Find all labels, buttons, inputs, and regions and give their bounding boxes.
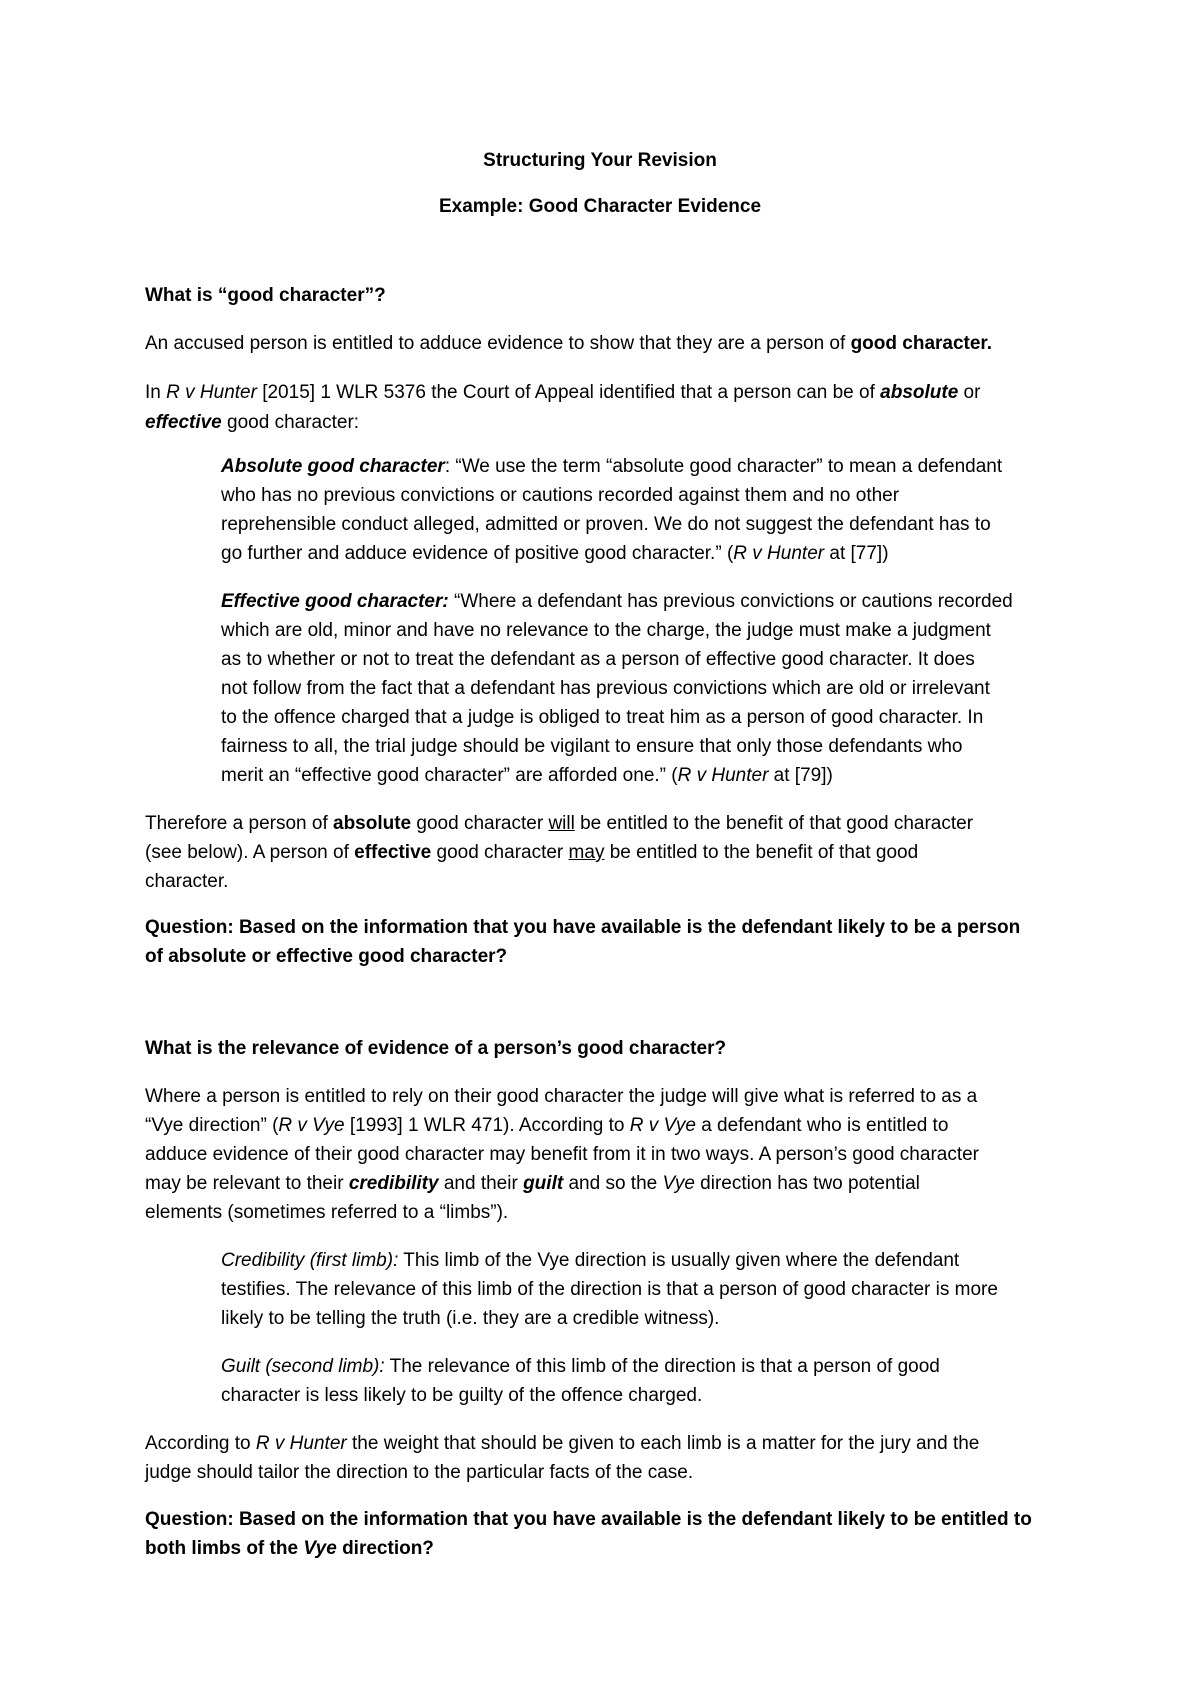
section2-heading: What is the relevance of evidence of a person’s good character? (145, 1038, 727, 1059)
absolute-quote-line: who has no previous convictions or cautions recorded against them and no other (221, 485, 900, 506)
hunter-paragraph-line: In R v Hunter [2015] 1 WLR 5376 the Court of Appeal identified that a person can be of absolute or (145, 382, 981, 403)
effective-quote-line: Effective good character: “Where a defendant has previous convictions or cautions recorded (221, 591, 1013, 612)
therefore-paragraph-line: Therefore a person of absolute good character will be entitled to the benefit of that good character (145, 813, 974, 834)
absolute-quote-line: go further and adduce evidence of positive good character.” (R v Hunter at [77]) (221, 543, 889, 564)
effective-quote-line: fairness to all, the trial judge should be vigilant to ensure that only those defendants who (221, 736, 963, 757)
therefore-paragraph-line: (see below). A person of effective good character may be entitled to the benefit of that good (145, 842, 919, 863)
effective-quote-line: not follow from the fact that a defendant has previous convictions which are old or irrelevant (221, 678, 990, 699)
section1-intro: An accused person is entitled to adduce evidence to show that they are a person of good character. (145, 333, 993, 354)
vye-paragraph-line: adduce evidence of their good character may benefit from it in two ways. A person’s good character (145, 1144, 980, 1165)
credibility-limb-line: testifies. The relevance of this limb of the direction is that a person of good character is more (221, 1279, 998, 1300)
absolute-quote-line: reprehensible conduct alleged, admitted or proven. We do not suggest the defendant has to (221, 514, 991, 535)
effective-quote-line: as to whether or not to treat the defendant as a person of effective good character. It does (221, 649, 975, 670)
credibility-limb-line: likely to be telling the truth (i.e. they are a credible witness). (221, 1308, 720, 1329)
vye-paragraph-line: may be relevant to their credibility and their guilt and so the Vye direction has two potential (145, 1173, 920, 1194)
absolute-quote-line: Absolute good character: “We use the term “absolute good character” to mean a defendant (221, 456, 1003, 477)
hunter-paragraph-line: effective good character: (145, 412, 360, 433)
weight-paragraph-line: judge should tailor the direction to the particular facts of the case. (145, 1462, 694, 1483)
question-1-line: of absolute or effective good character? (145, 946, 508, 967)
weight-paragraph-line: According to R v Hunter the weight that should be given to each limb is a matter for the jury and the (145, 1433, 980, 1454)
effective-quote-line: which are old, minor and have no relevance to the charge, the judge must make a judgment (221, 620, 991, 641)
effective-quote-line: to the offence charged that a judge is obliged to treat him as a person of good character. In (221, 707, 984, 728)
question-1-line: Question: Based on the information that you have available is the defendant likely to be a person (145, 917, 1021, 938)
vye-paragraph-line: “Vye direction” (R v Vye [1993] 1 WLR 471). According to R v Vye a defendant who is entitled to (145, 1115, 949, 1136)
vye-paragraph-line: Where a person is entitled to rely on their good character the judge will give what is referred to as a (145, 1086, 978, 1107)
guilt-limb-line: character is less likely to be guilty of the offence charged. (221, 1385, 703, 1406)
vye-paragraph-line: elements (sometimes referred to a “limbs”). (145, 1202, 509, 1223)
effective-quote-line: merit an “effective good character” are afforded one.” (R v Hunter at [79]) (221, 765, 833, 786)
guilt-limb-line: Guilt (second limb): The relevance of this limb of the direction is that a person of good (221, 1356, 940, 1377)
therefore-paragraph-line: character. (145, 871, 229, 892)
credibility-limb-line: Credibility (first limb): This limb of the Vye direction is usually given where the defendant (221, 1250, 960, 1271)
document-subtitle: Example: Good Character Evidence (438, 196, 762, 217)
section1-heading: What is “good character”? (145, 285, 386, 306)
question-2-line: both limbs of the Vye direction? (145, 1538, 434, 1559)
document-title: Structuring Your Revision (483, 150, 717, 171)
question-2-line: Question: Based on the information that you have available is the defendant likely to be entitled to (145, 1509, 1032, 1530)
